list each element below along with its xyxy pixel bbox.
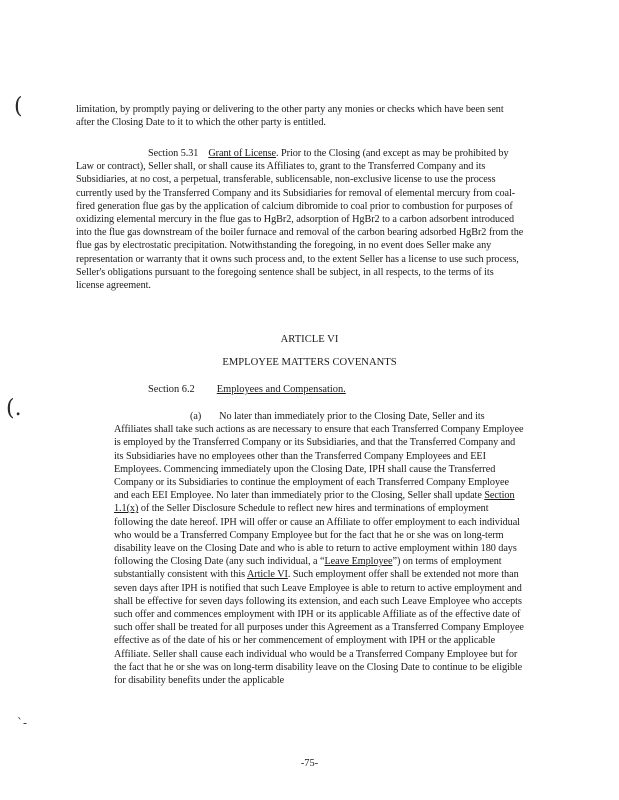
margin-bracket-mark: (. bbox=[6, 396, 22, 421]
section-5-31-body: . Prior to the Closing (and except as may be prohibited by Law or contract), Seller shall, or shall cause its Affiliates to, grant to the Transferred Company and its Subsidiaries, at no cost, a perpetual, transferable, sublicensable, non-exclusive license to use the process currently used by the Transferred Company and its Subsidiaries for removal of elemental mercury from coal-fired generation flue gas by the application of calcium dibromide to coal prior to combustion for purposes of oxidizing elemental mercury in the flue gas to HgBr2, adsorption of HgBr2 to a carbon adsorbent introduced into the flue gas downstream of the boiler furnace and removal of the carbon bearing adsorbed HgBr2 from the flue gas by electrostatic precipitation. Notwithstanding the foregoing, in no event does Seller make any representation or warranty that it owns such process and, to the extent Seller has a license to use such process, Seller's obligations pursuant to the foregoing sentence shall be subject, in all respects, to the terms of its license agreement. bbox=[76, 148, 524, 292]
article-reference-link: Article VI bbox=[246, 569, 288, 581]
paragraph-a bbox=[114, 410, 524, 687]
section-5-31-paragraph bbox=[76, 147, 524, 292]
section-6-2-number: Section 6.2 bbox=[148, 384, 195, 395]
section-reference-link: Section 1.1(x) bbox=[114, 490, 515, 515]
paragraph-a-text: . Such employment offer shall be extended not more than seven days after IPH is notified that such Leave Employee is able to return to active employment and shall be effective for seven days following its extension, and each such Leave Employee who accepts such offer and commences employment with IPH or its applicable Affiliate as of the effective date of such offer shall be treated for all purposes under this Agreement as a Transferred Company Employee effective as of the date of his or her commencement of employment with IPH or the applicable Affiliate. Seller shall cause each individual who would be a Transferred Company Employee but for the fact that he or she was on long-term disability leave on the Closing Date to continue to be eligible for disability benefits under the applicable bbox=[114, 569, 524, 687]
paragraph-a-label: (a) bbox=[190, 411, 202, 422]
article-title: ARTICLE VI bbox=[280, 334, 339, 345]
section-5-31-number: Section 5.31 bbox=[148, 148, 199, 159]
paragraph-a-text: of the Seller Disclosure Schedule to reflect new hires and terminations of employment following the date hereof. IPH will offer or cause an Affiliate to offer employment to each individual who would be a Transferred Company Employee but for the fact that he or she was on long-term disability leave on the Closing Date and who is able to return to active employment within 180 days following the Closing Date (any such individual, a “ bbox=[114, 503, 520, 568]
paragraph-carryover: limitation, by promptly paying or delivering to the other party any monies or checks which have been sent after the Closing Date to it to which the other party is entitled. bbox=[76, 104, 504, 129]
page-number: -75- bbox=[300, 758, 319, 769]
margin-tick-mark: `- bbox=[17, 716, 28, 730]
margin-bracket-mark: ( bbox=[14, 94, 23, 119]
section-6-2-title: Employees and Compensation. bbox=[216, 384, 346, 395]
paragraph-a-text: No later than immediately prior to the Closing Date, Seller and its Affiliates shall take such actions as are necessary to ensure that each Transferred Company Employee is employed by the Transferred Company or its Subsidiaries, and that the Transferred Company and its Subsidiaries have no employees other than the Transferred Company Employees and EEI Employees. Commencing immediately upon the Closing Date, IPH shall cause the Transferred Company or its Subsidiaries to continue the employment of each Transferred Company Employee and each EEI Employee. No later than immediately prior to the Closing, Seller shall update bbox=[114, 411, 524, 502]
section-6-2-heading bbox=[148, 384, 346, 395]
section-5-31-title: Grant of License bbox=[208, 148, 276, 159]
paragraph-a-text: ”) on terms of employment substantially consistent with this bbox=[114, 556, 502, 581]
article-subtitle: EMPLOYEE MATTERS COVENANTS bbox=[222, 357, 397, 368]
defined-term: Leave Employee bbox=[324, 556, 393, 568]
